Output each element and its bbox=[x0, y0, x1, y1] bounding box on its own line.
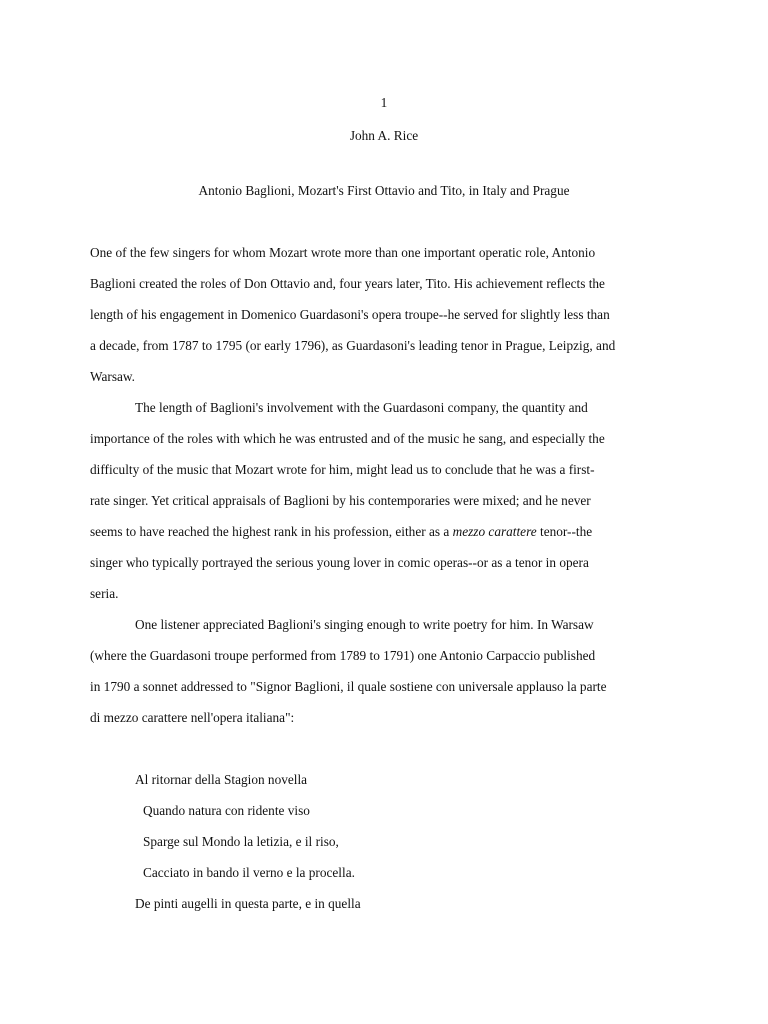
poem-line-5: De pinti augelli in questa parte, e in quella bbox=[135, 896, 361, 911]
italic-term: mezzo carattere bbox=[452, 524, 537, 539]
paragraph-2-line-3: difficulty of the music that Mozart wrote for him, might lead us to conclude that he was a first- bbox=[90, 462, 595, 477]
author-name: John A. Rice bbox=[349, 128, 419, 143]
paragraph-3-line-1: One listener appreciated Baglioni's singing enough to write poetry for him. In Warsaw bbox=[135, 617, 594, 632]
poem-line-2: Quando natura con ridente viso bbox=[143, 803, 310, 818]
paragraph-1-line-5: Warsaw. bbox=[90, 369, 135, 384]
poem-line-1: Al ritornar della Stagion novella bbox=[135, 772, 308, 787]
paragraph-2-line-1: The length of Baglioni's involvement with the Guardasoni company, the quantity and bbox=[135, 400, 588, 415]
paragraph-1-line-3: length of his engagement in Domenico Guardasoni's opera troupe--he served for slightly less than bbox=[90, 307, 610, 322]
paragraph-2-line-6: singer who typically portrayed the serious young lover in comic operas--or as a tenor in opera bbox=[90, 555, 589, 570]
paragraph-2-line-5 bbox=[90, 524, 592, 540]
paper-title: Antonio Baglioni, Mozart's First Ottavio and Tito, in Italy and Prague bbox=[198, 183, 570, 198]
line-text-after: tenor--the bbox=[536, 524, 593, 539]
poem-line-3: Sparge sul Mondo la letizia, e il riso, bbox=[143, 834, 339, 849]
line-text-before: seems to have reached the highest rank in his profession, either as a bbox=[90, 524, 453, 539]
paragraph-2-line-2: importance of the roles with which he was entrusted and of the music he sang, and especially the bbox=[90, 431, 605, 446]
paragraph-2-line-4: rate singer. Yet critical appraisals of Baglioni by his contemporaries were mixed; and he never bbox=[90, 493, 591, 508]
page-number: 1 bbox=[380, 95, 388, 110]
paragraph-3-line-4: di mezzo carattere nell'opera italiana": bbox=[90, 710, 295, 725]
paragraph-1-line-2: Baglioni created the roles of Don Ottavio and, four years later, Tito. His achievement reflects the bbox=[90, 276, 605, 291]
paragraph-2-line-7: seria. bbox=[90, 586, 119, 601]
paragraph-3-line-3: in 1790 a sonnet addressed to "Signor Baglioni, il quale sostiene con universale applauso la parte bbox=[90, 679, 607, 694]
paragraph-1-line-4: a decade, from 1787 to 1795 (or early 1796), as Guardasoni's leading tenor in Prague, Leipzig, and bbox=[90, 338, 616, 353]
paragraph-3-line-2: (where the Guardasoni troupe performed from 1789 to 1791) one Antonio Carpaccio published bbox=[90, 648, 596, 663]
paragraph-1-line-1: One of the few singers for whom Mozart wrote more than one important operatic role, Antonio bbox=[90, 245, 596, 260]
poem-line-4: Cacciato in bando il verno e la procella. bbox=[143, 865, 355, 880]
